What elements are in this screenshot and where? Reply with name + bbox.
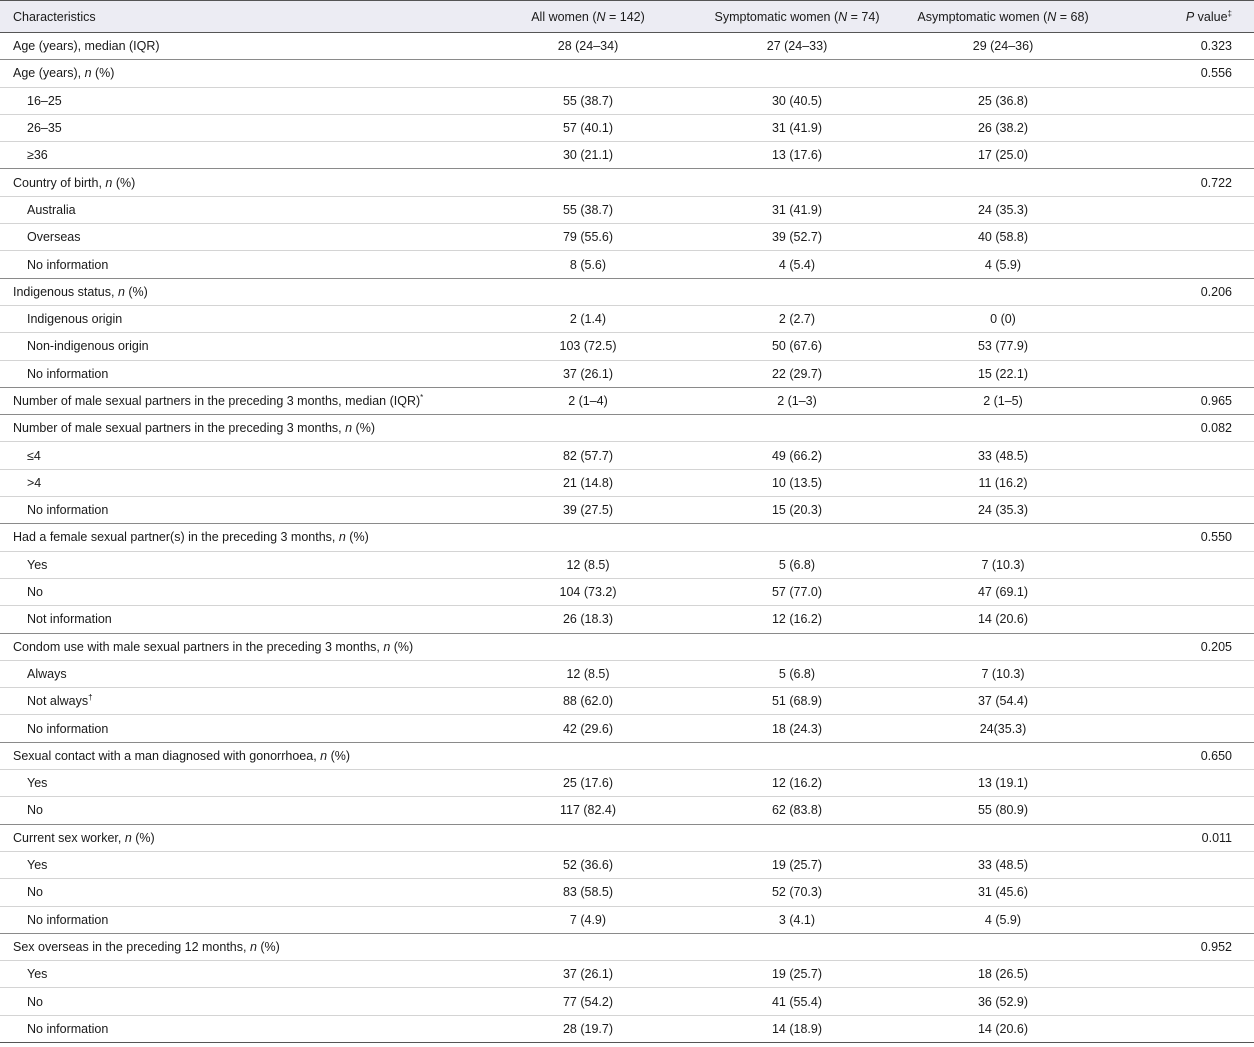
row-label: Country of birth, n (%): [0, 169, 480, 196]
group-row: [0, 60, 1254, 87]
asymptomatic-value: 14 (20.6): [898, 606, 1108, 633]
symptomatic-value: 3 (4.1): [696, 906, 898, 933]
p-value: [1108, 469, 1254, 496]
asymptomatic-value: 2 (1–5): [898, 387, 1108, 414]
p-value: 0.082: [1108, 415, 1254, 442]
row-label: Yes: [0, 851, 480, 878]
sub-row: [0, 797, 1254, 824]
asymptomatic-value: 0 (0): [898, 305, 1108, 332]
symptomatic-value: 31 (41.9): [696, 196, 898, 223]
all-women-value: 39 (27.5): [480, 497, 696, 524]
symptomatic-value: 41 (55.4): [696, 988, 898, 1015]
symptomatic-value: 5 (6.8): [696, 551, 898, 578]
all-women-value: 104 (73.2): [480, 578, 696, 605]
p-value: [1108, 879, 1254, 906]
asymptomatic-value: [898, 524, 1108, 551]
all-women-value: 7 (4.9): [480, 906, 696, 933]
table-body: [0, 33, 1254, 1043]
asymptomatic-value: 14 (20.6): [898, 1015, 1108, 1042]
row-label: Indigenous origin: [0, 305, 480, 332]
symptomatic-value: [696, 824, 898, 851]
asymptomatic-value: 37 (54.4): [898, 688, 1108, 715]
asymptomatic-value: [898, 415, 1108, 442]
p-value: [1108, 142, 1254, 169]
asymptomatic-value: 31 (45.6): [898, 879, 1108, 906]
all-women-value: 52 (36.6): [480, 851, 696, 878]
symptomatic-value: 10 (13.5): [696, 469, 898, 496]
symptomatic-value: 2 (2.7): [696, 305, 898, 332]
group-row: [0, 169, 1254, 196]
p-value: [1108, 797, 1254, 824]
p-value: [1108, 333, 1254, 360]
symptomatic-value: 52 (70.3): [696, 879, 898, 906]
all-women-value: 83 (58.5): [480, 879, 696, 906]
symptomatic-value: [696, 169, 898, 196]
group-row: [0, 387, 1254, 414]
all-women-value: [480, 169, 696, 196]
row-label: No information: [0, 906, 480, 933]
all-women-value: 12 (8.5): [480, 660, 696, 687]
p-value: [1108, 251, 1254, 278]
sub-row: [0, 606, 1254, 633]
row-label: No: [0, 879, 480, 906]
all-women-value: [480, 633, 696, 660]
symptomatic-value: 27 (24–33): [696, 33, 898, 60]
row-label: No information: [0, 497, 480, 524]
row-label: Yes: [0, 770, 480, 797]
asymptomatic-value: 53 (77.9): [898, 333, 1108, 360]
row-label: Australia: [0, 196, 480, 223]
symptomatic-value: 57 (77.0): [696, 578, 898, 605]
symptomatic-value: 19 (25.7): [696, 851, 898, 878]
all-women-value: 88 (62.0): [480, 688, 696, 715]
sub-row: [0, 142, 1254, 169]
sub-row: [0, 906, 1254, 933]
asymptomatic-value: 4 (5.9): [898, 251, 1108, 278]
symptomatic-value: 15 (20.3): [696, 497, 898, 524]
row-label: Non-indigenous origin: [0, 333, 480, 360]
sub-row: [0, 333, 1254, 360]
symptomatic-value: 62 (83.8): [696, 797, 898, 824]
row-label: No: [0, 578, 480, 605]
group-row: [0, 824, 1254, 851]
all-women-value: [480, 933, 696, 960]
all-women-value: 103 (72.5): [480, 333, 696, 360]
symptomatic-value: [696, 60, 898, 87]
row-label: >4: [0, 469, 480, 496]
p-value: [1108, 715, 1254, 742]
p-value: [1108, 961, 1254, 988]
header-p-value: P value‡: [1108, 1, 1254, 33]
p-value: [1108, 851, 1254, 878]
all-women-value: 2 (1.4): [480, 305, 696, 332]
sub-row: [0, 442, 1254, 469]
symptomatic-value: 49 (66.2): [696, 442, 898, 469]
asymptomatic-value: 26 (38.2): [898, 114, 1108, 141]
all-women-value: [480, 824, 696, 851]
sub-row: [0, 770, 1254, 797]
symptomatic-value: 39 (52.7): [696, 224, 898, 251]
asymptomatic-value: [898, 742, 1108, 769]
p-value: [1108, 770, 1254, 797]
p-value: 0.206: [1108, 278, 1254, 305]
symptomatic-value: 30 (40.5): [696, 87, 898, 114]
all-women-value: 28 (24–34): [480, 33, 696, 60]
asymptomatic-value: 24 (35.3): [898, 196, 1108, 223]
p-value: [1108, 1015, 1254, 1042]
group-row: [0, 742, 1254, 769]
asymptomatic-value: [898, 278, 1108, 305]
all-women-value: 37 (26.1): [480, 360, 696, 387]
all-women-value: [480, 524, 696, 551]
header-all-women: All women (N = 142): [480, 1, 696, 33]
sub-row: [0, 961, 1254, 988]
group-row: [0, 415, 1254, 442]
p-value: 0.550: [1108, 524, 1254, 551]
row-label: 26–35: [0, 114, 480, 141]
asymptomatic-value: [898, 60, 1108, 87]
p-value: 0.952: [1108, 933, 1254, 960]
p-value: 0.011: [1108, 824, 1254, 851]
asymptomatic-value: 7 (10.3): [898, 551, 1108, 578]
p-value: 0.556: [1108, 60, 1254, 87]
sub-row: [0, 360, 1254, 387]
header-symptomatic-women: Symptomatic women (N = 74): [696, 1, 898, 33]
all-women-value: [480, 278, 696, 305]
asymptomatic-value: 33 (48.5): [898, 851, 1108, 878]
all-women-value: 21 (14.8): [480, 469, 696, 496]
asymptomatic-value: 40 (58.8): [898, 224, 1108, 251]
p-value: [1108, 360, 1254, 387]
all-women-value: 12 (8.5): [480, 551, 696, 578]
sub-row: [0, 1015, 1254, 1042]
sub-row: [0, 251, 1254, 278]
all-women-value: [480, 742, 696, 769]
asymptomatic-value: 18 (26.5): [898, 961, 1108, 988]
all-women-value: [480, 415, 696, 442]
symptomatic-value: [696, 633, 898, 660]
p-value: 0.965: [1108, 387, 1254, 414]
all-women-value: 25 (17.6): [480, 770, 696, 797]
group-row: [0, 633, 1254, 660]
all-women-value: 57 (40.1): [480, 114, 696, 141]
asymptomatic-value: 47 (69.1): [898, 578, 1108, 605]
symptomatic-value: 5 (6.8): [696, 660, 898, 687]
p-value: [1108, 305, 1254, 332]
symptomatic-value: 22 (29.7): [696, 360, 898, 387]
all-women-value: 8 (5.6): [480, 251, 696, 278]
p-value: [1108, 442, 1254, 469]
asymptomatic-value: 24(35.3): [898, 715, 1108, 742]
p-value: [1108, 224, 1254, 251]
asymptomatic-value: 25 (36.8): [898, 87, 1108, 114]
asymptomatic-value: [898, 824, 1108, 851]
group-row: [0, 278, 1254, 305]
sub-row: [0, 114, 1254, 141]
p-value: 0.650: [1108, 742, 1254, 769]
symptomatic-value: 2 (1–3): [696, 387, 898, 414]
p-value: [1108, 606, 1254, 633]
sub-row: [0, 87, 1254, 114]
row-label: Yes: [0, 961, 480, 988]
all-women-value: 30 (21.1): [480, 142, 696, 169]
all-women-value: [480, 60, 696, 87]
p-value: 0.722: [1108, 169, 1254, 196]
p-value: [1108, 906, 1254, 933]
p-value: [1108, 551, 1254, 578]
sub-row: [0, 497, 1254, 524]
p-value: 0.205: [1108, 633, 1254, 660]
symptomatic-value: 18 (24.3): [696, 715, 898, 742]
row-label: Sexual contact with a man diagnosed with gonorrhoea, n (%): [0, 742, 480, 769]
asymptomatic-value: 4 (5.9): [898, 906, 1108, 933]
asymptomatic-value: 29 (24–36): [898, 33, 1108, 60]
row-label: Age (years), median (IQR): [0, 33, 480, 60]
table-header: [0, 1, 1254, 33]
group-row: [0, 933, 1254, 960]
row-label: Age (years), n (%): [0, 60, 480, 87]
p-value: [1108, 988, 1254, 1015]
all-women-value: 55 (38.7): [480, 196, 696, 223]
row-label: Current sex worker, n (%): [0, 824, 480, 851]
symptomatic-value: 19 (25.7): [696, 961, 898, 988]
asymptomatic-value: [898, 169, 1108, 196]
sub-row: [0, 551, 1254, 578]
row-label: Number of male sexual partners in the preceding 3 months, n (%): [0, 415, 480, 442]
all-women-value: 37 (26.1): [480, 961, 696, 988]
row-label: ≥36: [0, 142, 480, 169]
symptomatic-value: 14 (18.9): [696, 1015, 898, 1042]
all-women-value: 28 (19.7): [480, 1015, 696, 1042]
group-row: [0, 524, 1254, 551]
group-row: [0, 33, 1254, 60]
symptomatic-value: 50 (67.6): [696, 333, 898, 360]
symptomatic-value: [696, 415, 898, 442]
symptomatic-value: 13 (17.6): [696, 142, 898, 169]
row-label: Always: [0, 660, 480, 687]
p-value: [1108, 688, 1254, 715]
symptomatic-value: [696, 278, 898, 305]
asymptomatic-value: 7 (10.3): [898, 660, 1108, 687]
p-value: [1108, 87, 1254, 114]
sub-row: [0, 224, 1254, 251]
row-label: No: [0, 988, 480, 1015]
symptomatic-value: [696, 524, 898, 551]
asymptomatic-value: 55 (80.9): [898, 797, 1108, 824]
sub-row: [0, 196, 1254, 223]
all-women-value: 42 (29.6): [480, 715, 696, 742]
header-row: [0, 1, 1254, 33]
sub-row: [0, 851, 1254, 878]
symptomatic-value: [696, 933, 898, 960]
symptomatic-value: 51 (68.9): [696, 688, 898, 715]
sub-row: [0, 879, 1254, 906]
p-value: [1108, 196, 1254, 223]
asymptomatic-value: 11 (16.2): [898, 469, 1108, 496]
all-women-value: 117 (82.4): [480, 797, 696, 824]
all-women-value: 77 (54.2): [480, 988, 696, 1015]
sub-row: [0, 715, 1254, 742]
asymptomatic-value: 15 (22.1): [898, 360, 1108, 387]
header-asymptomatic-women: Asymptomatic women (N = 68): [898, 1, 1108, 33]
row-label: Had a female sexual partner(s) in the preceding 3 months, n (%): [0, 524, 480, 551]
asymptomatic-value: 24 (35.3): [898, 497, 1108, 524]
row-label: Not always†: [0, 688, 480, 715]
asymptomatic-value: [898, 933, 1108, 960]
symptomatic-value: [696, 742, 898, 769]
asymptomatic-value: 36 (52.9): [898, 988, 1108, 1015]
row-label: Sex overseas in the preceding 12 months, n (%): [0, 933, 480, 960]
all-women-value: 55 (38.7): [480, 87, 696, 114]
asymptomatic-value: 33 (48.5): [898, 442, 1108, 469]
all-women-value: 82 (57.7): [480, 442, 696, 469]
row-label: Overseas: [0, 224, 480, 251]
p-value: [1108, 114, 1254, 141]
row-label: ≤4: [0, 442, 480, 469]
sub-row: [0, 305, 1254, 332]
sub-row: [0, 988, 1254, 1015]
asymptomatic-value: 13 (19.1): [898, 770, 1108, 797]
all-women-value: 79 (55.6): [480, 224, 696, 251]
symptomatic-value: 31 (41.9): [696, 114, 898, 141]
p-value: [1108, 660, 1254, 687]
sub-row: [0, 469, 1254, 496]
all-women-value: 2 (1–4): [480, 387, 696, 414]
p-value: 0.323: [1108, 33, 1254, 60]
sub-row: [0, 660, 1254, 687]
sub-row: [0, 688, 1254, 715]
row-label: Indigenous status, n (%): [0, 278, 480, 305]
row-label: 16–25: [0, 87, 480, 114]
symptomatic-value: 12 (16.2): [696, 770, 898, 797]
row-label: No information: [0, 360, 480, 387]
row-label: No information: [0, 251, 480, 278]
sub-row: [0, 578, 1254, 605]
row-label: No information: [0, 1015, 480, 1042]
p-value: [1108, 497, 1254, 524]
asymptomatic-value: 17 (25.0): [898, 142, 1108, 169]
all-women-value: 26 (18.3): [480, 606, 696, 633]
row-label: Number of male sexual partners in the preceding 3 months, median (IQR)*: [0, 387, 480, 414]
row-label: Yes: [0, 551, 480, 578]
asymptomatic-value: [898, 633, 1108, 660]
row-label: No: [0, 797, 480, 824]
header-characteristics: Characteristics: [0, 1, 480, 33]
row-label: No information: [0, 715, 480, 742]
p-value: [1108, 578, 1254, 605]
symptomatic-value: 12 (16.2): [696, 606, 898, 633]
row-label: Condom use with male sexual partners in the preceding 3 months, n (%): [0, 633, 480, 660]
symptomatic-value: 4 (5.4): [696, 251, 898, 278]
row-label: Not information: [0, 606, 480, 633]
